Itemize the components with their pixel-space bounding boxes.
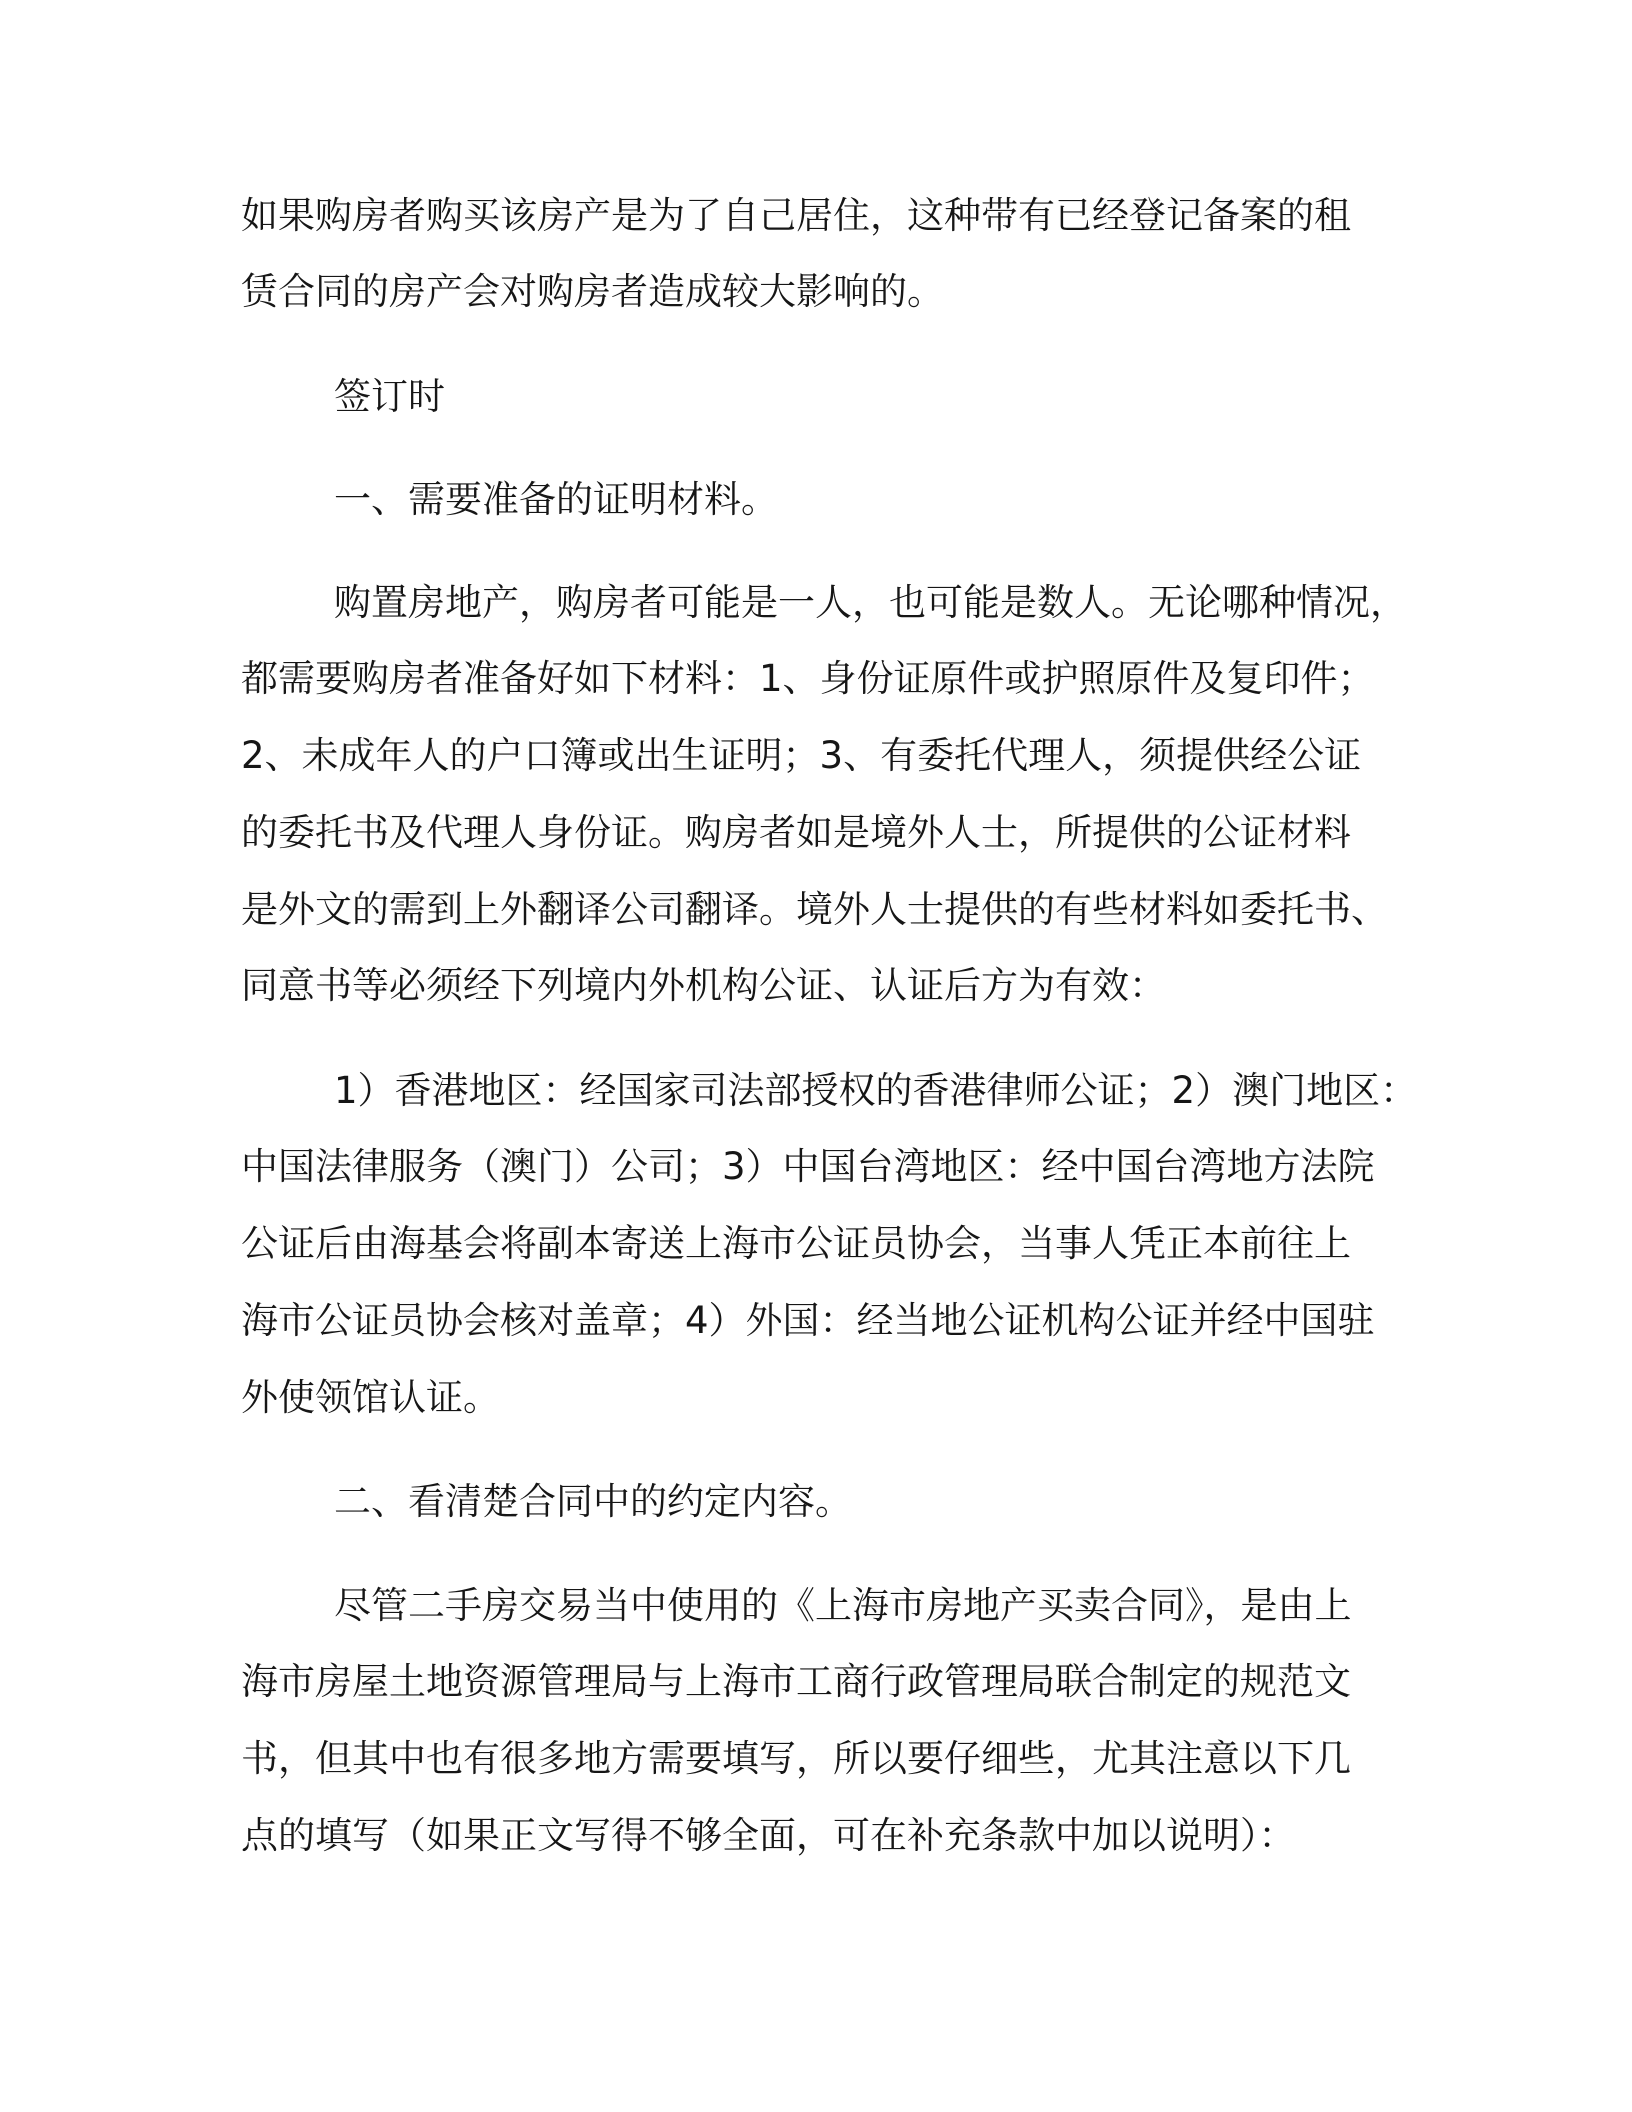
text-line: 2、未成年人的户口簿或出生证明；3、有委托代理人，须提供经公证 — [241, 734, 1362, 777]
text-line: 书，但其中也有很多地方需要填写，所以要仔细些，尤其注意以下几 — [241, 1737, 1351, 1780]
text-line: 公证后由海基会将副本寄送上海市公证员协会，当事人凭正本前往上 — [241, 1222, 1351, 1265]
section-heading: 一、需要准备的证明材料。 — [334, 478, 778, 521]
text-line: 如果购房者购买该房产是为了自己居住，这种带有已经登记备案的租 — [241, 194, 1351, 237]
text-line: 外使领馆认证。 — [241, 1376, 500, 1419]
text-line: 海市房屋土地资源管理局与上海市工商行政管理局联合制定的规范文 — [241, 1660, 1351, 1703]
text-line: 赁合同的房产会对购房者造成较大影响的。 — [241, 270, 944, 313]
text-line: 尽管二手房交易当中使用的《上海市房地产买卖合同》，是由上 — [334, 1584, 1352, 1627]
section-heading: 签订时 — [334, 375, 445, 418]
text-line: 1）香港地区：经国家司法部授权的香港律师公证；2）澳门地区： — [334, 1069, 1418, 1112]
text-line: 都需要购房者准备好如下材料：1、身份证原件或护照原件及复印件； — [241, 657, 1375, 700]
text-line: 同意书等必须经下列境内外机构公证、认证后方为有效： — [241, 964, 1166, 1007]
section-heading: 二、看清楚合同中的约定内容。 — [334, 1480, 852, 1523]
text-line: 是外文的需到上外翻译公司翻译。境外人士提供的有些材料如委托书、 — [241, 888, 1388, 931]
text-line: 海市公证员协会核对盖章；4）外国：经当地公证机构公证并经中国驻 — [241, 1299, 1375, 1342]
text-line: 中国法律服务（澳门）公司；3）中国台湾地区：经中国台湾地方法院 — [241, 1145, 1375, 1188]
text-line: 购置房地产，购房者可能是一人，也可能是数人。无论哪种情况， — [334, 581, 1407, 624]
text-line: 点的填写（如果正文写得不够全面，可在补充条款中加以说明）： — [241, 1814, 1296, 1857]
text-line: 的委托书及代理人身份证。购房者如是境外人士，所提供的公证材料 — [241, 811, 1351, 854]
